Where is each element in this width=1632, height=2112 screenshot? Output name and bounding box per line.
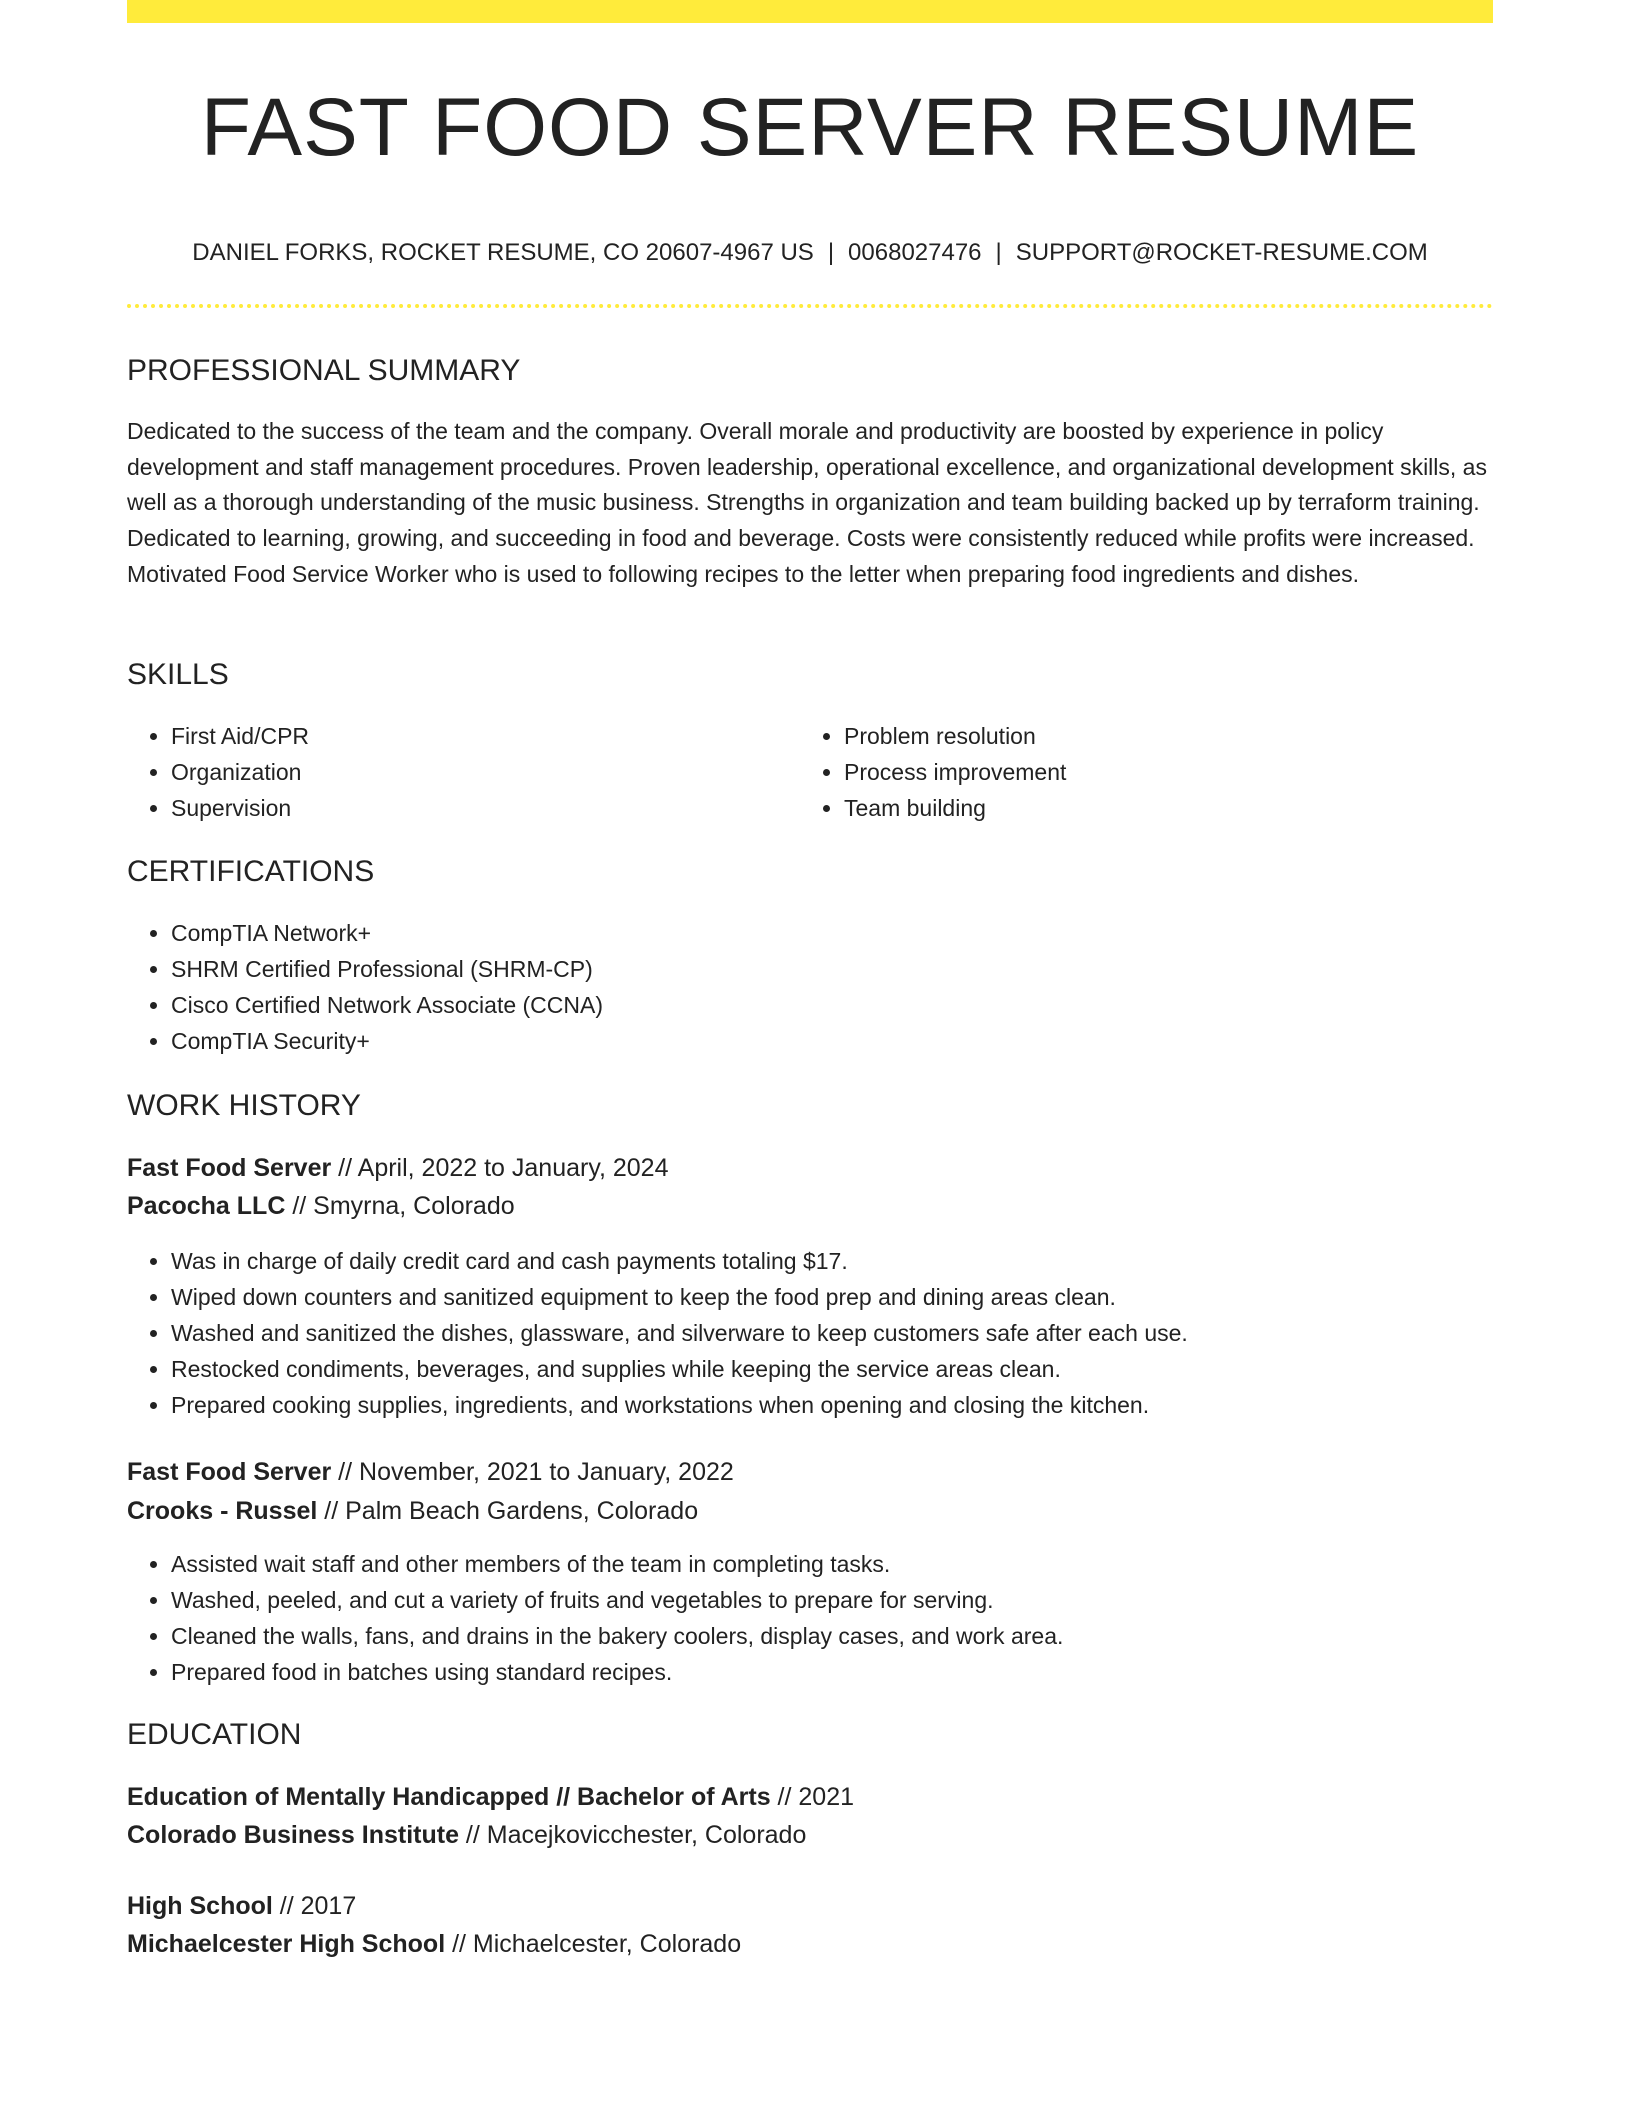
job-company: Pacocha LLC bbox=[127, 1192, 286, 1220]
skill-item: • Process improvement bbox=[844, 754, 1464, 790]
summary-text: Dedicated to the success of the team and the company. Overall morale and productivity are boosted by experience in policy development and staff management procedures. Proven leadership, operational excellence, and organizational development skills, as well as a thorough understanding of the music business. Strengths in organization and team building backed up by terraform training. Dedicated to learning, growing, and succeeding in food and beverage. Costs were consistently reduced while profits were increased. Motivated Food Service Worker who is used to following recipes to the letter when preparing food ingredients and dishes. bbox=[127, 418, 1487, 587]
skill-item: • Organization bbox=[171, 754, 791, 790]
job-title: Fast Food Server bbox=[127, 1458, 332, 1486]
job-location: // Smyrna, Colorado bbox=[285, 1192, 515, 1220]
job-bullet: • Wiped down counters and sanitized equipment to keep the food prep and dining areas clean. bbox=[171, 1279, 1491, 1315]
contact-separator: | bbox=[827, 239, 835, 266]
education-year: // 2021 bbox=[770, 1783, 855, 1811]
contact-separator: | bbox=[995, 239, 1002, 266]
top-accent-bar bbox=[127, 0, 1493, 23]
job-bullet: • Restocked condiments, beverages, and supplies while keeping the service areas clean. bbox=[171, 1351, 1491, 1387]
education-degree: High School bbox=[127, 1892, 273, 1920]
job-company: Crooks - Russel bbox=[127, 1497, 318, 1525]
skills-heading: SKILLS bbox=[127, 658, 229, 691]
education-school: Michaelcester High School bbox=[127, 1930, 446, 1958]
skill-item: • First Aid/CPR bbox=[171, 718, 791, 754]
skill-item: • Problem resolution bbox=[844, 718, 1464, 754]
certifications-heading: CERTIFICATIONS bbox=[127, 855, 375, 888]
job-dates: // November, 2021 to January, 2022 bbox=[331, 1458, 734, 1486]
education-degree-line bbox=[127, 1779, 854, 1815]
certification-item: • SHRM Certified Professional (SHRM-CP) bbox=[171, 951, 1471, 987]
job-bullet: • Prepared cooking supplies, ingredients, and workstations when opening and closing the kitchen. bbox=[171, 1387, 1491, 1423]
education-school-line bbox=[127, 1926, 741, 1962]
job-location: // Palm Beach Gardens, Colorado bbox=[317, 1497, 699, 1525]
job-bullet: • Was in charge of daily credit card and cash payments totaling $17. bbox=[171, 1243, 1491, 1279]
skills-list-left bbox=[127, 718, 791, 826]
education-heading: EDUCATION bbox=[127, 1718, 302, 1751]
certification-item: • Cisco Certified Network Associate (CCNA) bbox=[171, 987, 1471, 1023]
education-location: // Michaelcester, Colorado bbox=[445, 1930, 742, 1958]
job-dates: // April, 2022 to January, 2024 bbox=[331, 1154, 669, 1182]
certifications-list bbox=[127, 915, 1471, 1059]
education-school-line bbox=[127, 1817, 806, 1853]
job-title: Fast Food Server bbox=[127, 1154, 332, 1182]
education-year: // 2017 bbox=[272, 1892, 357, 1920]
contact-phone: 0068027476 bbox=[848, 239, 982, 266]
contact-address: DANIEL FORKS, ROCKET RESUME, CO 20607-4967 US bbox=[192, 239, 814, 266]
skill-item: • Supervision bbox=[171, 790, 791, 826]
summary-heading: PROFESSIONAL SUMMARY bbox=[127, 354, 521, 387]
job-title-line bbox=[127, 1454, 734, 1490]
job-bullet: • Prepared food in batches using standard recipes. bbox=[171, 1654, 1491, 1690]
work-history-heading: WORK HISTORY bbox=[127, 1089, 361, 1122]
skill-item: • Team building bbox=[844, 790, 1464, 826]
job-bullet: • Cleaned the walls, fans, and drains in the bakery coolers, display cases, and work area. bbox=[171, 1618, 1491, 1654]
job-company-line bbox=[127, 1493, 698, 1529]
job-bullet: • Washed and sanitized the dishes, glassware, and silverware to keep customers safe after each use. bbox=[171, 1315, 1491, 1351]
education-degree-line bbox=[127, 1888, 356, 1924]
job-bullet: • Washed, peeled, and cut a variety of fruits and vegetables to prepare for serving. bbox=[171, 1582, 1491, 1618]
education-location: // Macejkovicchester, Colorado bbox=[458, 1821, 807, 1849]
job-title-line bbox=[127, 1150, 669, 1186]
contact-email: SUPPORT@ROCKET-RESUME.COM bbox=[1015, 239, 1428, 266]
dotted-divider bbox=[127, 304, 1493, 308]
contact-line bbox=[127, 236, 1493, 270]
job-bullets bbox=[127, 1546, 1491, 1690]
skills-list-right bbox=[800, 718, 1464, 826]
certification-item: • CompTIA Security+ bbox=[171, 1023, 1471, 1059]
job-bullets bbox=[127, 1243, 1491, 1423]
education-school: Colorado Business Institute bbox=[127, 1821, 459, 1849]
resume-title: FAST FOOD SERVER RESUME bbox=[200, 82, 1420, 173]
job-bullet: • Assisted wait staff and other members of the team in completing tasks. bbox=[171, 1546, 1491, 1582]
education-degree: Education of Mentally Handicapped // Bachelor of Arts bbox=[127, 1783, 771, 1811]
certification-item: • CompTIA Network+ bbox=[171, 915, 1471, 951]
job-company-line bbox=[127, 1188, 515, 1224]
